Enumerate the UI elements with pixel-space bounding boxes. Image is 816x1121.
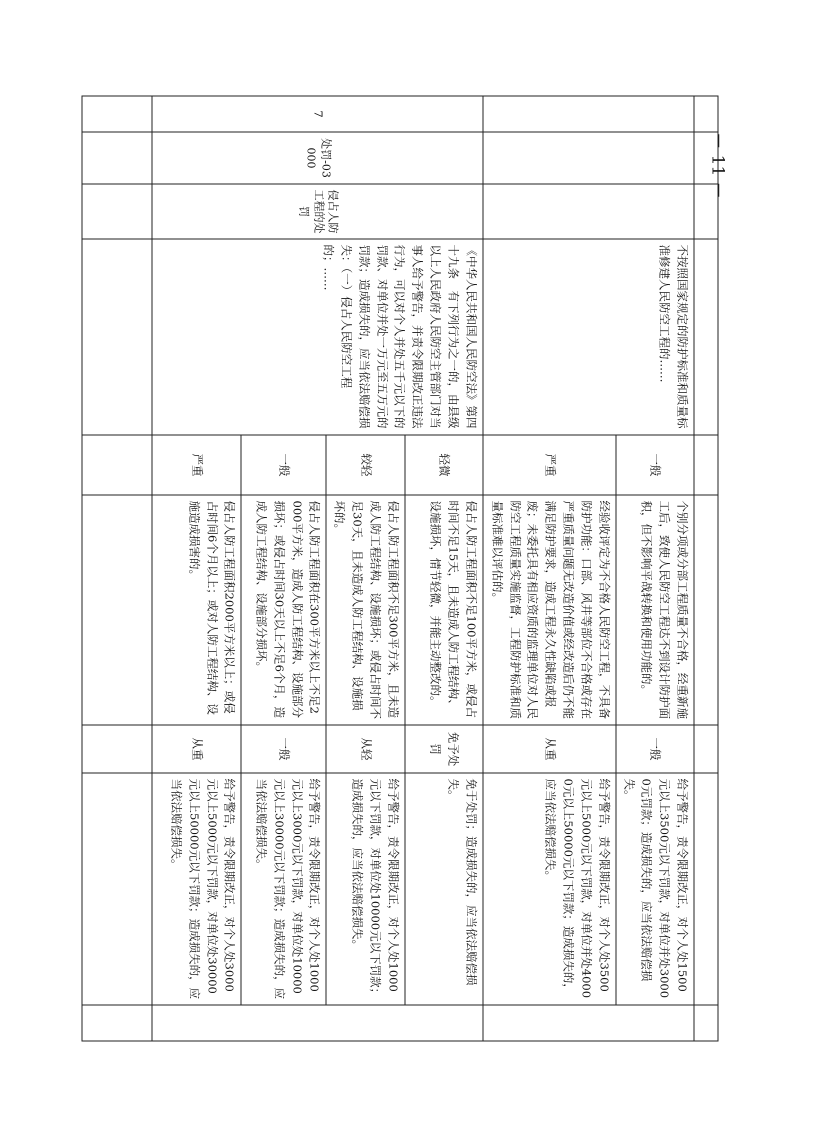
penalty-text: 给予警告，责令限期改正，对个人处3500元以上5000元以下罚款，对单位并处40000元以上50000元以下罚款；造成损失的，应当依法赔偿损失。 (482, 773, 615, 1005)
circumstance-text: 个别分项或分部工程质量不合格，经重新施工后，致使人民防空工程达不到设计防护面积，但不影响平战转换和使用功能的。 (615, 495, 693, 725)
penalty-table (82, 95, 719, 1041)
penalty-level: 从重 (152, 725, 241, 773)
item-code: 处罚-03000 (152, 132, 482, 184)
penalty-level: 一般 (615, 725, 693, 773)
penalty-text: 给予警告，责令限期改正，对个人处1000元以下罚款，对单位处10000元以下罚款；造成损失的，应当依法赔偿损失。 (326, 773, 404, 1005)
circumstance-level: 严重 (152, 435, 241, 495)
item-name: 侵占人防工程的处罚 (152, 184, 482, 239)
penalty-level: 免予处罚 (404, 725, 482, 773)
penalty-level: 从轻 (326, 725, 404, 773)
circumstance-level: 一般 (241, 435, 326, 495)
penalty-table-rotated (92, 95, 718, 1040)
circumstance-level: 轻微 (404, 435, 482, 495)
circumstance-level: 一般 (615, 435, 693, 495)
penalty-level: 从重 (482, 725, 615, 773)
legal-basis-cell: 《中华人民共和国人民防空法》第四十九条 有下列行为之一的，由县级以上人民政府人民防空主管部门对当事人给予警告，并责令限期改正违法行为，可以对个人并处五千元以下的罚款、对单位并处一万元至五万元的罚款；造成损失的，应当依法赔偿损失：（一）侵占人民防空工程的；…… (152, 239, 482, 435)
table-row (82, 96, 152, 1041)
table-row (404, 96, 482, 1041)
penalty-level: 一般 (241, 725, 326, 773)
legal-basis-cell: 不按照国家规定的防护标准和质量标准修建人民防空工程的…… (482, 239, 693, 435)
circumstance-text: 侵占人防工程面积不足100平方米，或侵占时间不足15天，且未造成人防工程结构、设施损坏，情节轻微，并能主动整改的。 (404, 495, 482, 725)
table-row (615, 96, 693, 1041)
table-row (694, 96, 718, 1041)
item-number: 7 (152, 96, 482, 132)
circumstance-level: 严重 (482, 435, 615, 495)
penalty-text: 给予警告，责令限期改正，对个人处1000元以上3000元以下罚款，对单位处10000元以上30000元以下罚款；造成损失的，应当依法赔偿损失。 (241, 773, 326, 1005)
circumstance-level: 较轻 (326, 435, 404, 495)
penalty-text: 免于处罚；造成损失的，应当依法赔偿损失。 (404, 773, 482, 1005)
circumstance-text: 经验收评定为不合格人民防空工程，不具备防护功能：口部、风井等部位不合格或存在严重质量问题无改造价值或经改造后仍不能满足防护要求，造成工程永久性缺陷或报废；未委托具有相应资质的监理单位对人民防空工程质量实施监督，工程防护标准和质量标准难以评估的。 (482, 495, 615, 725)
circumstance-text: 侵占人防工程面积2000平方米以上；或侵占时间6个月以上；或对人防工程结构、设施造成损害的。 (152, 495, 241, 725)
penalty-text: 给予警告，责令限期改正，对个人处3000元以上5000元以下罚款，对单位处30000元以上50000元以下罚款；造成损失的，应当依法赔偿损失。 (152, 773, 241, 1005)
page-number: － 11 － (707, 131, 728, 199)
circumstance-text: 侵占人防工程面积在300平方米以上不足2000平方米，造成人防工程结构、设施部分损坏；或侵占时间30天以上不足6个月，造成人防工程结构、设施部分损坏。 (241, 495, 326, 725)
circumstance-text: 侵占人防工程面积不足300平方米，且未造成人防工程结构、设施损坏；或侵占时间不足30天，且未造成人防工程结构、设施损坏的。 (326, 495, 404, 725)
penalty-text: 给予警告，责令限期改正，对个人处1500元以上3500元以下罚款，对单位并处30000元罚款；造成损失的，应当依法赔偿损失。 (615, 773, 693, 1005)
